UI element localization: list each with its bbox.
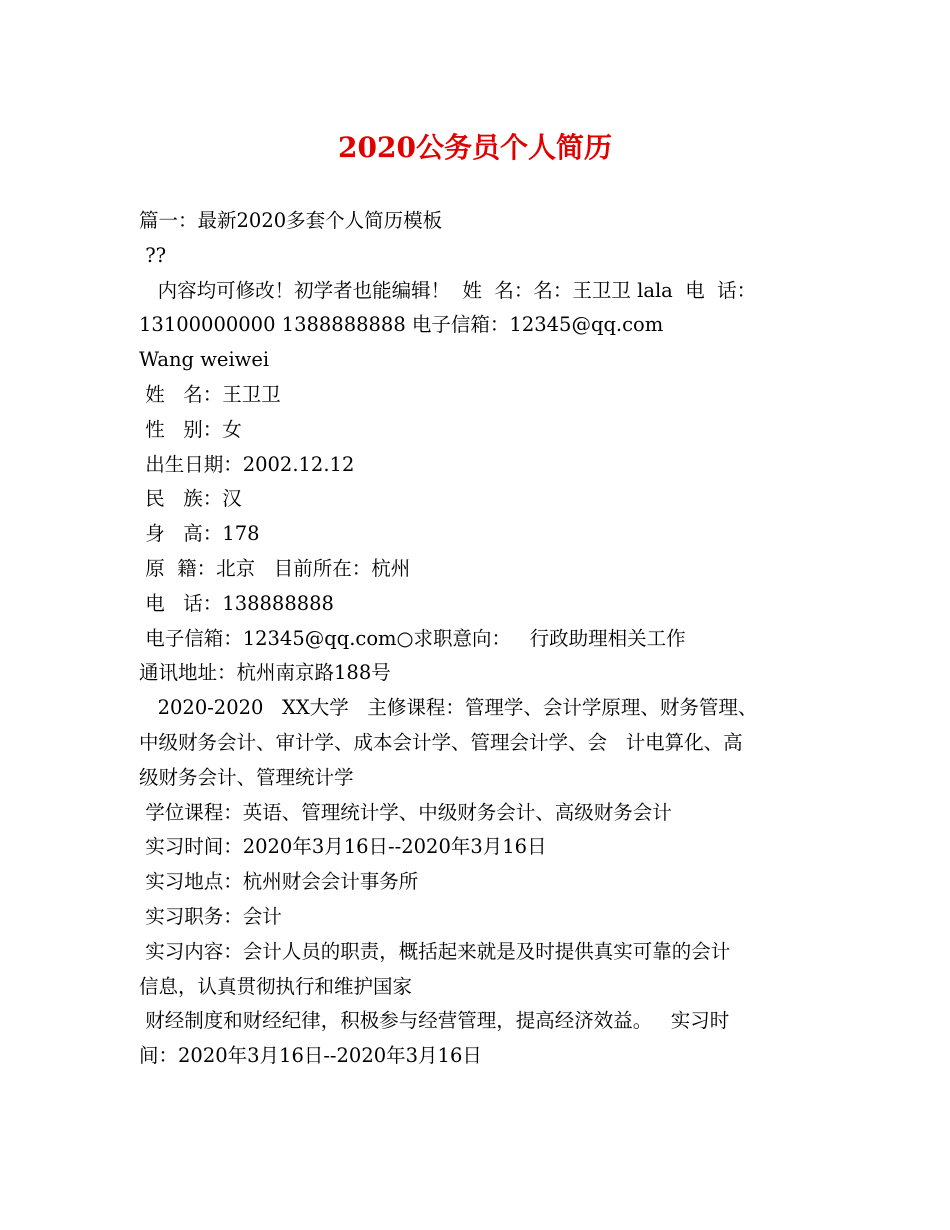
text-line: 通讯地址：杭州南京路188号 [139,661,391,685]
text-line: 电子信箱：12345@qq.com○求职意向： 行政助理相关工作 [139,626,686,650]
text-line: 实习时间：2020年3月16日--2020年3月16日 [139,835,547,859]
text-line: 原 籍：北京 目前所在：杭州 [139,556,411,580]
text-line: 民 族：汉 [139,487,242,511]
text-line: 13100000000 1388888888 电子信箱：12345@qq.com [139,313,664,337]
text-line: 身 高：178 [139,522,260,546]
text-line: 财经制度和财经纪律，积极参与经营管理，提高经济效益。 实习时 [139,1009,730,1033]
text-line: 出生日期：2002.12.12 [139,452,355,476]
text-line: 篇一：最新2020多套个人简历模板 [139,209,443,232]
text-line: 内容均可修改！初学者也能编辑！ 姓 名：名：王卫卫 lala 电 话： [139,278,757,302]
text-line: 姓 名：王卫卫 [139,382,281,406]
text-line: 间：2020年3月16日--2020年3月16日 [139,1044,482,1068]
text-line: 性 别：女 [139,417,242,441]
text-line: 学位课程：英语、管理统计学、中级财务会计、高级财务会计 [139,800,672,824]
document-body [139,204,839,1074]
text-line: 电 话：138888888 [139,591,334,615]
text-line: 中级财务会计、审计学、成本会计学、管理会计学、会 计电算化、高 [139,730,743,754]
text-line: Wang weiwei [139,348,270,372]
text-line: 实习职务：会计 [139,904,282,928]
document-title: 2020公务员个人简历 [338,131,612,164]
text-line: 实习内容：会计人员的职责，概括起来就是及时提供真实可靠的会计 [139,939,731,963]
text-line: 级财务会计、管理统计学 [139,765,354,789]
text-line: 2020-2020 XX大学 主修课程：管理学、会计学原理、财务管理、 [139,696,758,720]
text-line: ?? [139,243,167,267]
text-line: 信息，认真贯彻执行和维护国家 [139,974,413,998]
text-line: 实习地点：杭州财会会计事务所 [139,870,419,894]
